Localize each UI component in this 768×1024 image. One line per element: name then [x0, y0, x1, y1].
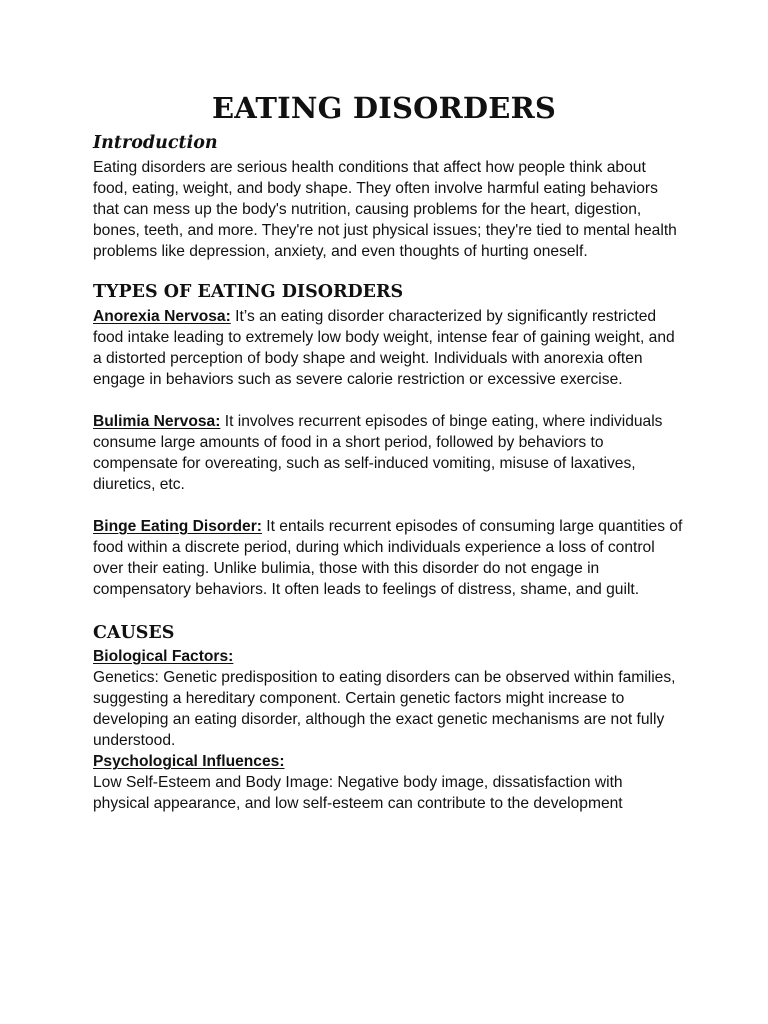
introduction-heading: Introduction — [93, 133, 218, 153]
cause-psychological-text: Low Self-Esteem and Body Image: Negative body image, dissatisfaction with physical appearance, and low self-esteem can contribute to the development — [93, 774, 623, 812]
cause-biological-text: Genetics: Genetic predisposition to eating disorders can be observed within families, suggesting a hereditary component. Certain genetic factors might increase to developing an eating disorder, although the exact genetic mechanisms are not fully understood. — [93, 669, 676, 749]
type-anorexia-text: It’s an eating disorder characterized by significantly restricted food intake leading to extremely low body weight, intense fear of gaining weight, and a distorted perception of body shape and weight. Individuals with anorexia often engage in behaviors such as severe calorie restriction or excessive exercise. — [93, 308, 675, 388]
type-bulimia-term: Bulimia Nervosa: — [93, 413, 221, 430]
type-binge-paragraph — [93, 516, 683, 600]
introduction-paragraph: Eating disorders are serious health conditions that affect how people think about food, eating, weight, and body shape. They often involve harmful eating behaviors that can mess up the body's nutrition, causing problems for the heart, digestion, bones, teeth, and more. They're not just physical issues; they're tied to mental health problems like depression, anxiety, and even thoughts of hurting oneself. — [93, 159, 677, 260]
type-binge-term: Binge Eating Disorder: — [93, 518, 262, 535]
document-body — [93, 130, 683, 814]
causes-heading: CAUSES — [93, 623, 175, 643]
types-heading: TYPES OF EATING DISORDERS — [93, 282, 404, 302]
type-anorexia-term: Anorexia Nervosa: — [93, 308, 231, 325]
type-bulimia-paragraph — [93, 411, 683, 495]
cause-psychological-heading: Psychological Influences: — [93, 753, 285, 770]
type-anorexia-paragraph — [93, 306, 683, 390]
document-title: EATING DISORDERS — [211, 91, 557, 125]
type-binge-text: It entails recurrent episodes of consuming large quantities of food within a discrete period, during which individuals experience a loss of control over their eating. Unlike bulimia, those with this disorder do not engage in compensatory behaviors. It often leads to feelings of distress, shame, and guilt. — [93, 518, 683, 598]
cause-biological-heading: Biological Factors: — [93, 648, 234, 665]
type-bulimia-text: It involves recurrent episodes of binge eating, where individuals consume large amounts of food in a short period, followed by behaviors to compensate for overeating, such as self-induced vomiting, misuse of laxatives, diuretics, etc. — [93, 413, 663, 493]
